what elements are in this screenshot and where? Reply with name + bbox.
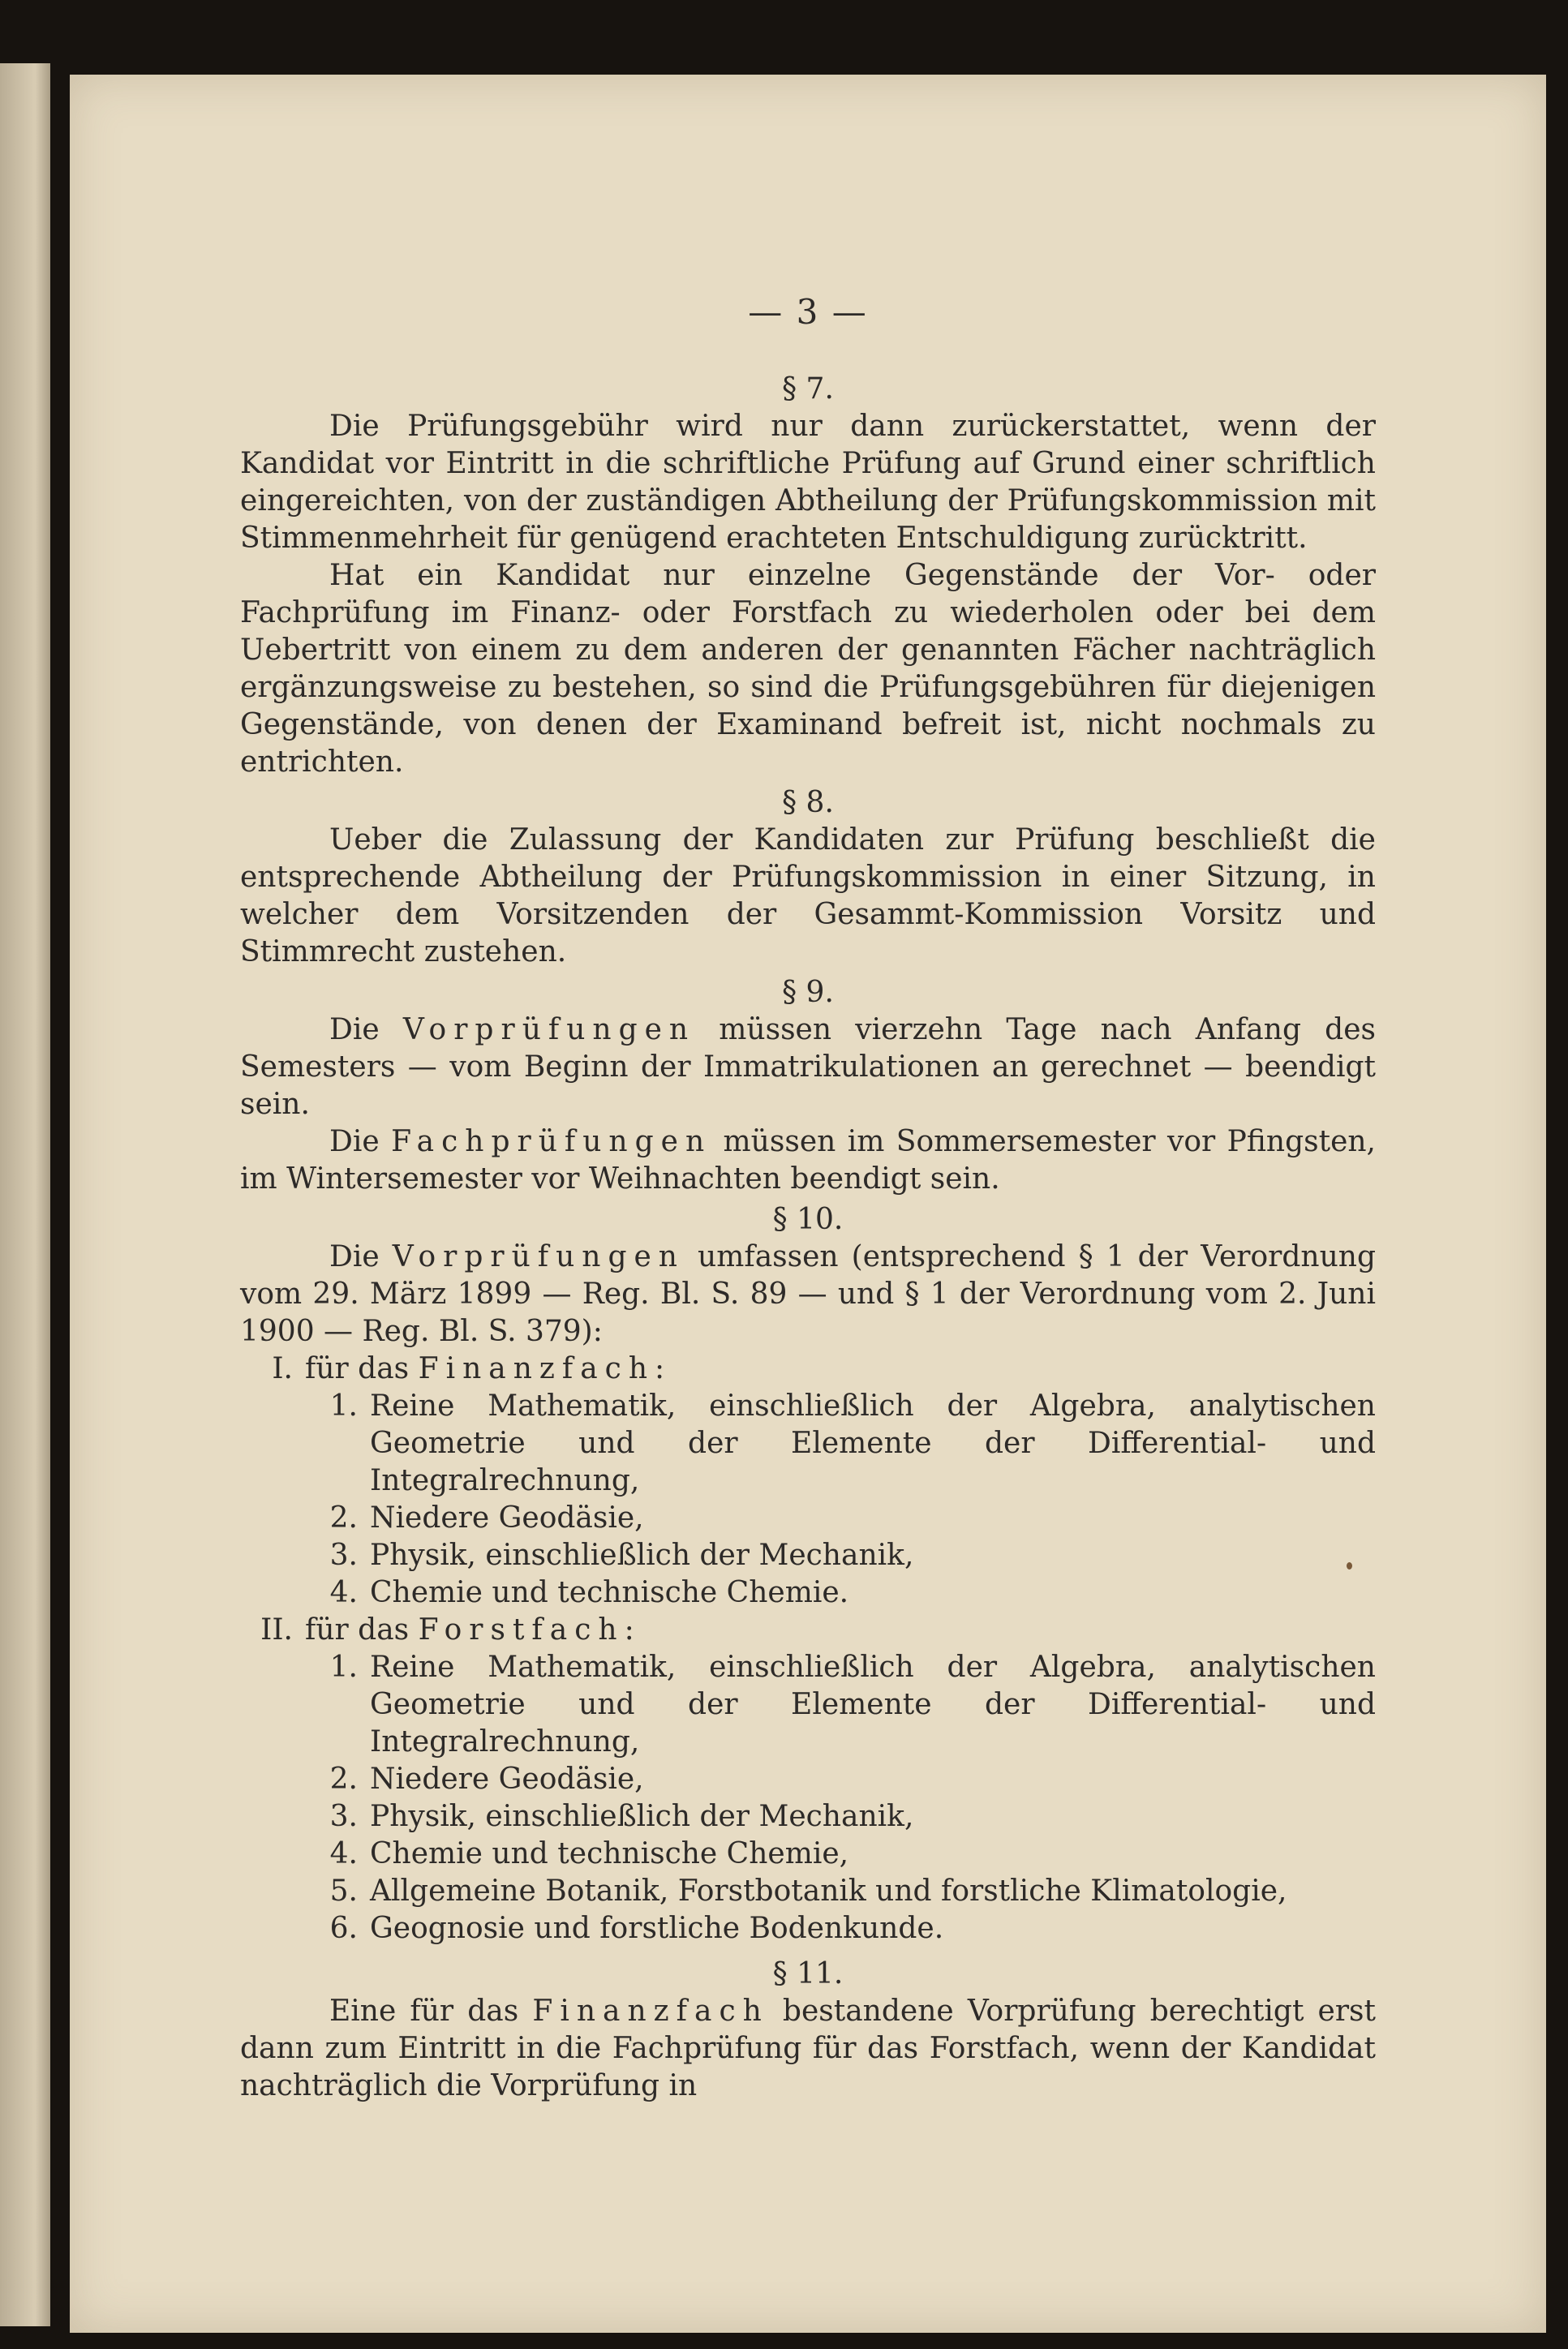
section-9-paragraph-1: Die Vorprüfungen müssen vierzehn Tage nach Anfang des Semesters — vom Beginn der Immatrikulationen an gerechnet — beendigt sein.: [240, 1013, 1376, 1121]
page-body: [240, 371, 1376, 2105]
page-number: — 3 —: [748, 292, 868, 332]
section-9-heading: § 9.: [782, 976, 834, 1009]
list-item: 1. Reine Mathematik, einschließlich der Algebra, analytischen Geometrie und der Elemente der Differential- und Integralrechnung,: [329, 1389, 1376, 1497]
list-item: 4. Chemie und technische Chemie.: [329, 1576, 849, 1609]
section-11-paragraph-1: Eine für das Finanzfach bestandene Vorprüfung berechtigt erst dann zum Eintritt in die Fachprüfung für das Forstfach, wenn der Kandidat nachträglich die Vorprüfung in: [240, 1995, 1376, 2102]
subject-list-forstfach: [240, 1612, 1376, 1947]
section-7-paragraph-1: Die Prüfungsgebühr wird nur dann zurückerstattet, wenn der Kandidat vor Eintritt in die schriftliche Prüfung auf Grund einer schriftlich eingereichten, von der zuständigen Abtheilung der Prüfungskommission mit Stimmenmehrheit für genügend erachteten Entschuldigung zurücktritt.: [240, 410, 1376, 555]
spaced-term: Fachprüfungen: [391, 1125, 712, 1158]
section-10-intro: Die Vorprüfungen umfassen (entsprechend § 1 der Verordnung vom 29. März 1899 — Reg. Bl. S. 89 — und § 1 der Verordnung vom 2. Juni 1900 — Reg. Bl. S. 379):: [240, 1240, 1377, 1348]
roman-numeral: II.: [260, 1613, 293, 1647]
list-item: 3. Physik, einschließlich der Mechanik,: [329, 1539, 914, 1572]
list-group-title: I. für das Finanzfach:: [240, 1351, 1376, 1388]
document-page: [70, 75, 1546, 2333]
section-10-heading: § 10.: [772, 1203, 844, 1236]
list-item: 2. Niedere Geodäsie,: [329, 1501, 644, 1535]
spaced-term: Finanzfach: [532, 1995, 769, 2028]
section-9-paragraph-2: Die Fachprüfungen müssen im Sommersemester vor Pfingsten, im Wintersemester vor Weihnachten beendigt sein.: [240, 1125, 1376, 1196]
section-11-heading: § 11.: [772, 1957, 844, 1990]
list-group-title: II. für das Forstfach:: [240, 1612, 1376, 1649]
spaced-term: Forstfach: [418, 1613, 625, 1647]
subject-list-finanzfach: [240, 1351, 1376, 1612]
roman-numeral: I.: [272, 1352, 293, 1385]
list-item: 2. Niedere Geodäsie,: [329, 1763, 644, 1796]
section-8-paragraph-1: Ueber die Zulassung der Kandidaten zur Prüfung beschließt die entsprechende Abtheilung der Prüfungskommission in einer Sitzung, in welcher dem Vorsitzenden der Gesammt-Kommission Vorsitz und Stimmrecht zustehen.: [240, 823, 1376, 968]
list-item: 3. Physik, einschließlich der Mechanik,: [329, 1800, 914, 1833]
section-8-heading: § 8.: [782, 786, 834, 819]
spaced-term: Vorprüfungen: [402, 1013, 696, 1046]
section-7-heading: § 7.: [782, 372, 834, 406]
list-item: 1. Reine Mathematik, einschließlich der Algebra, analytischen Geometrie und der Elemente der Differential- und Integralrechnung,: [329, 1651, 1376, 1759]
list-item: 6. Geognosie und forstliche Bodenkunde.: [329, 1912, 944, 1945]
spaced-term: Vorprüfungen: [392, 1240, 685, 1273]
section-7-paragraph-2: Hat ein Kandidat nur einzelne Gegenstände der Vor- oder Fachprüfung im Finanz- oder Forstfach zu wiederholen oder bei dem Uebertritt von einem zu dem anderen der genannten Fächer nachträglich ergänzungsweise zu bestehen, so sind die Prüfungsgebühren für diejenigen Gegenstände, von denen der Examinand befreit ist, nicht nochmals zu entrichten.: [240, 559, 1376, 779]
spaced-term: Finanzfach: [418, 1352, 655, 1385]
list-item: 5. Allgemeine Botanik, Forstbotanik und forstliche Klimatologie,: [329, 1874, 1287, 1908]
paper-spot: [1347, 1562, 1352, 1570]
list-item: 4. Chemie und technische Chemie,: [329, 1837, 849, 1870]
previous-page-edge: [0, 63, 50, 2326]
